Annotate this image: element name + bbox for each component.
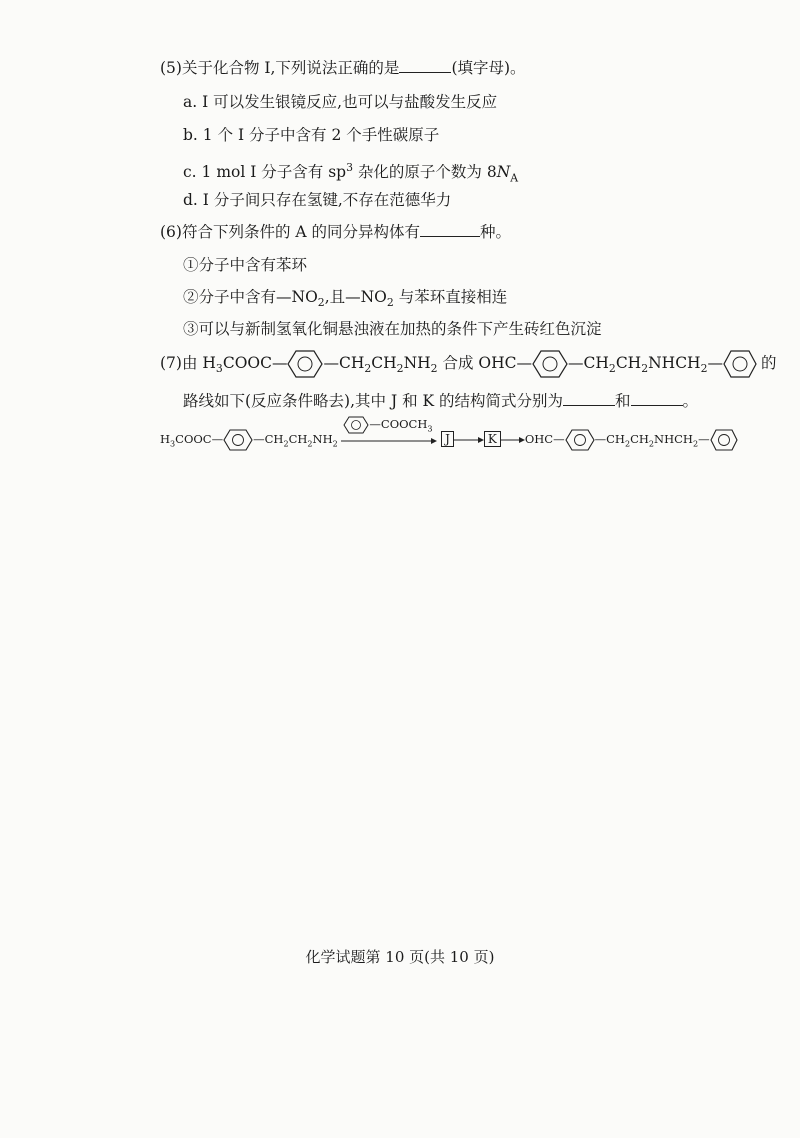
q6-c2-sub1: 2 — [317, 296, 325, 310]
intermediate-k-box: K — [484, 431, 501, 447]
benzene-ring-icon — [710, 429, 738, 451]
q7-mid: CH — [371, 354, 397, 372]
q7-prod-left: OHC— — [478, 354, 533, 372]
q5-option-a: a. I 可以发生银镜反应,也可以与盐酸发生反应 — [183, 93, 498, 111]
benzene-ring-icon — [565, 429, 595, 451]
q7-mid: NH — [403, 354, 431, 372]
q7-dash: — — [707, 354, 723, 372]
arrow-icon — [341, 437, 437, 445]
answer-blank[interactable] — [420, 222, 480, 237]
q6-c2-c: 与苯环直接相连 — [393, 288, 508, 306]
q7-line2-end: 。 — [682, 392, 699, 410]
q6-condition-3: ③可以与新制氢氧化铜悬浊液在加热的条件下产生砖红色沉淀 — [183, 320, 602, 338]
benzene-ring-icon — [223, 429, 253, 451]
q5-stem-tail: (填字母)。 — [451, 59, 526, 77]
scheme-mid: CH — [288, 432, 308, 446]
q7-line2-text: 路线如下(反应条件略去),其中 J 和 K 的结构简式分别为 — [183, 392, 564, 410]
q5-c-text: c. 1 mol I 分子含有 sp — [183, 163, 347, 182]
q5-c-sup: 3 — [346, 161, 353, 174]
q7-start-right: —CH — [323, 354, 365, 372]
scheme-sub: 2 — [648, 439, 655, 449]
q7-line2-and: 和 — [615, 392, 631, 410]
answer-blank-k[interactable] — [631, 391, 683, 406]
scheme-mid: CH — [630, 432, 649, 446]
q7-to: 合成 — [437, 354, 479, 372]
scheme-sub: 2 — [624, 439, 631, 449]
q7-sub: 2 — [364, 362, 372, 376]
q6-stem-text: (6)符合下列条件的 A 的同分异构体有 — [160, 223, 421, 241]
intermediate-j-box: J — [441, 431, 454, 447]
arrow-icon — [501, 436, 525, 444]
scheme-dash: — — [698, 432, 710, 446]
scheme-sub: 2 — [307, 439, 313, 449]
page-footer: 化学试题第 10 页(共 10 页) — [305, 948, 495, 966]
q5-option-b: b. 1 个 I 分子中含有 2 个手性碳原子 — [183, 126, 440, 144]
benzene-ring-icon — [723, 350, 757, 378]
benzene-ring-icon — [343, 416, 369, 434]
q6-c2-b: ,且—NO — [324, 288, 387, 306]
scheme-start-rest: COOC— — [175, 432, 224, 446]
q5-option-c — [183, 158, 518, 188]
q7-sub: 2 — [641, 362, 649, 376]
reaction-scheme — [160, 417, 738, 455]
scheme-mid: NHCH — [654, 432, 693, 446]
scheme-sub: 2 — [283, 439, 289, 449]
reagent-text: —COOCH — [369, 417, 428, 431]
q7-tail: 的 — [760, 354, 777, 372]
q7-line2 — [183, 391, 698, 411]
q6-condition-1: ①分子中含有苯环 — [183, 256, 308, 274]
q7-start-left: H — [202, 354, 216, 372]
q6-stem — [160, 222, 511, 242]
q7-start-sub: 3 — [215, 362, 223, 376]
scheme-sub: 2 — [692, 439, 699, 449]
q6-c2-sub2: 2 — [386, 296, 394, 310]
q5-stem — [160, 58, 526, 78]
scheme-start-left: H — [160, 432, 171, 446]
q7-mid: NHCH — [648, 354, 701, 372]
q5-c-mid: 杂化的原子个数为 8 — [353, 163, 497, 182]
q7-sub: 2 — [700, 362, 708, 376]
scheme-prod-left: OHC— — [524, 432, 565, 446]
q7-lead: (7)由 — [160, 354, 203, 372]
arrow-icon — [454, 436, 484, 444]
q7-mid: CH — [615, 354, 642, 372]
benzene-ring-icon — [287, 350, 323, 378]
q7-prod-right: —CH — [568, 354, 609, 372]
q7-sub: 2 — [396, 362, 404, 376]
answer-blank-j[interactable] — [563, 391, 615, 406]
q6-condition-2 — [183, 287, 507, 313]
benzene-ring-icon — [532, 350, 568, 378]
q5-stem-text: (5)关于化合物 I,下列说法正确的是 — [160, 59, 400, 77]
reagent-sub: 3 — [427, 424, 433, 434]
q5-c-sub: A — [510, 171, 519, 185]
q6-stem-tail: 种。 — [480, 223, 512, 241]
scheme-sub: 3 — [170, 439, 176, 449]
scheme-sub: 2 — [332, 439, 338, 449]
reaction-arrow-1 — [341, 417, 437, 451]
q5-option-d: d. I 分子间只存在氢键,不存在范德华力 — [183, 191, 452, 209]
q5-c-n: N — [496, 163, 511, 182]
q7-sub: 2 — [608, 362, 616, 376]
q7-start-rest: COOC— — [222, 354, 288, 372]
answer-blank[interactable] — [399, 58, 451, 73]
q7-sub: 2 — [430, 362, 438, 376]
scheme-mid: NH — [312, 432, 333, 446]
q6-c2-a: ②分子中含有—NO — [183, 288, 318, 306]
scheme-prod-right: —CH — [594, 432, 625, 446]
q7-stem — [160, 350, 777, 382]
scheme-start-right: —CH — [253, 432, 284, 446]
